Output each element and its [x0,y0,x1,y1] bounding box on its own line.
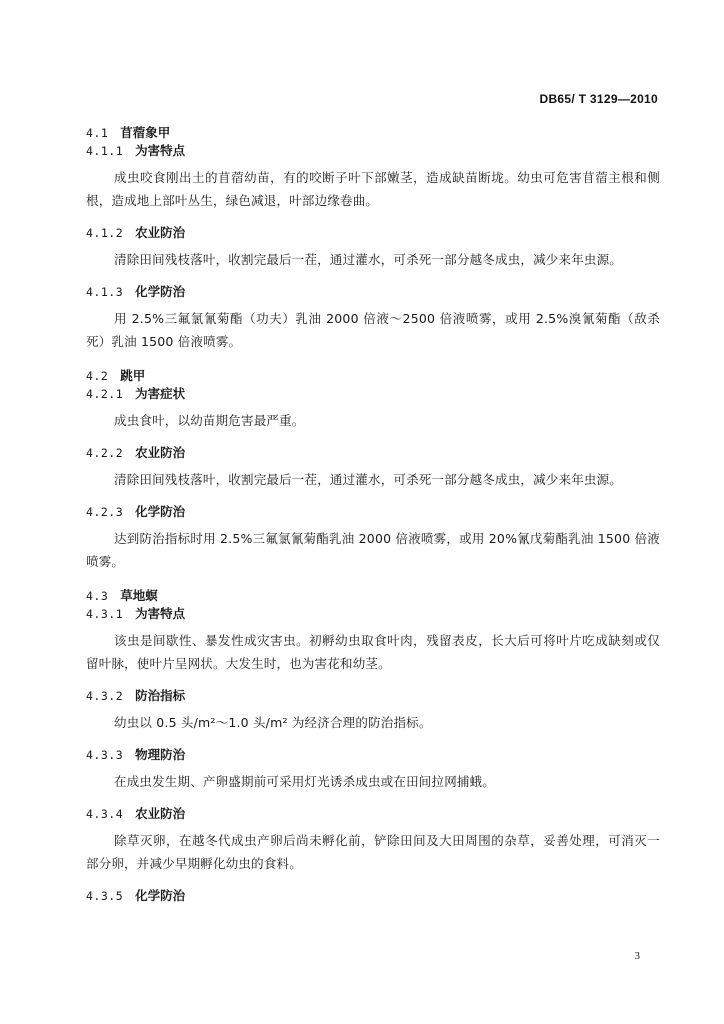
section-number: 4.2 [86,369,109,383]
section-number: 4.3.5 [86,889,124,903]
section-number: 4.3 [86,589,109,603]
section-title: 化学防治 [135,888,186,903]
paragraph-4-1-1: 成虫咬食刚出土的苜蓿幼苗，有的咬断子叶下部嫩茎，造成缺苗断垅。幼虫可危害苜蓿主根和侧根，造成地上部叶丛生，绿色减退，叶部边缘卷曲。 [86,170,660,208]
section-title: 草地螟 [120,588,158,603]
section-heading-4-2 [86,367,660,385]
section-number: 4.2.3 [86,505,124,519]
section-heading-4-3 [86,587,660,605]
section-heading-4-3-4 [86,805,660,823]
section-number: 4.1 [86,126,109,140]
paragraph-4-3-3: 在成虫发生期、产卵盛期前可采用灯光诱杀成虫或在田间拉网捕蛾。 [114,774,496,789]
section-number: 4.1.1 [86,144,124,158]
section-title: 为害特点 [135,143,186,158]
paragraph-4-1-3: 用 2.5%三氟氯氰菊酯（功夫）乳油 2000 倍液～2500 倍液喷雾，或用 2.5%溴氰菊酯（敌杀死）乳油 1500 倍液喷雾。 [86,311,660,349]
section-heading-4-3-3 [86,746,660,764]
section-number: 4.2.2 [86,446,124,460]
section-title: 苜蓿象甲 [120,125,171,140]
section-number: 4.3.4 [86,807,124,821]
section-number: 4.3.1 [86,607,124,621]
paragraph-4-3-4: 除草灭卵，在越冬代成虫产卵后尚未孵化前，铲除田间及大田周围的杂草，妥善处理，可消灭一部分卵，并减少早期孵化幼虫的食料。 [86,833,660,871]
section-title: 农业防治 [135,225,186,240]
section-heading-4-2-3 [86,503,660,521]
section-title: 为害特点 [135,606,186,621]
section-heading-4-1-1 [86,142,660,160]
section-title: 防治指标 [135,688,186,703]
section-number: 4.3.2 [86,689,124,703]
paragraph-4-2-2: 清除田间残枝落叶，收割完最后一茬，通过灌水，可杀死一部分越冬成虫，减少来年虫源。 [114,472,623,487]
paragraph-4-2-1: 成虫食叶，以幼苗期危害最严重。 [114,413,305,428]
section-heading-4-3-2 [86,687,660,705]
section-title: 跳甲 [120,368,146,383]
standard-code-header: DB65/ T 3129—2010 [539,92,658,106]
section-heading-4-1-3 [86,283,660,301]
section-title: 物理防治 [135,747,186,762]
section-number: 4.2.1 [86,387,124,401]
document-body [86,124,660,905]
section-heading-4-3-5 [86,887,660,905]
section-heading-4-2-2 [86,444,660,462]
section-heading-4-1-2 [86,224,660,242]
section-title: 化学防治 [135,284,186,299]
paragraph-4-1-2: 清除田间残枝落叶，收割完最后一茬，通过灌水，可杀死一部分越冬成虫，减少来年虫源。 [114,252,623,267]
section-heading-4-3-1 [86,605,660,623]
page-number: 3 [634,950,640,962]
section-title: 农业防治 [135,445,186,460]
paragraph-4-3-2: 幼虫以 0.5 头/m²～1.0 头/m² 为经济合理的防治指标。 [114,715,432,730]
section-number: 4.1.2 [86,226,124,240]
section-title: 农业防治 [135,806,186,821]
section-heading-4-2-1 [86,385,660,403]
paragraph-4-2-3: 达到防治指标时用 2.5%三氟氯氰菊酯乳油 2000 倍液喷雾，或用 20%氰戊菊酯乳油 1500 倍液喷雾。 [86,531,660,569]
paragraph-4-3-1: 该虫是间歇性、暴发性成灾害虫。初孵幼虫取食叶肉，残留表皮，长大后可将叶片吃成缺刻或仅留叶脉，使叶片呈网状。大发生时，也为害花和幼茎。 [86,633,660,671]
section-heading-4-1 [86,124,660,142]
section-number: 4.1.3 [86,285,124,299]
section-title: 化学防治 [135,504,186,519]
section-title: 为害症状 [135,386,186,401]
section-number: 4.3.3 [86,748,124,762]
